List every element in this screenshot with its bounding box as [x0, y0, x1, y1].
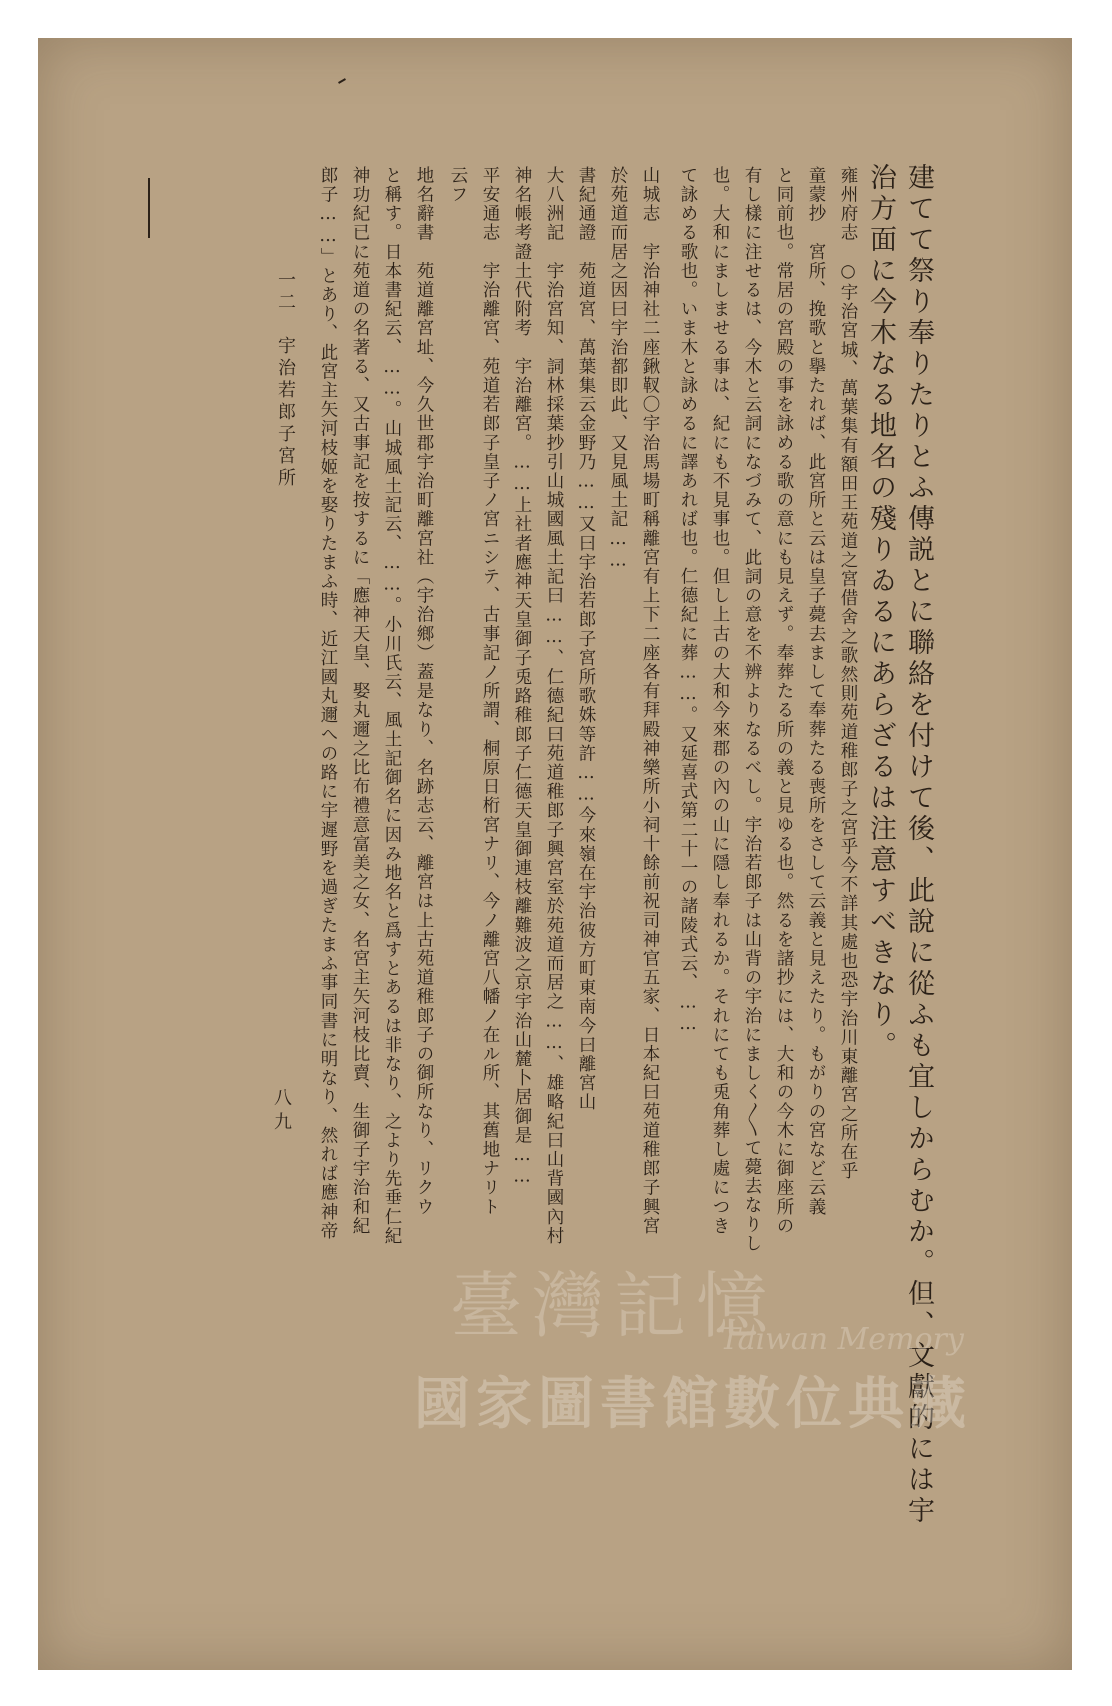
entry-line: と稱す。日本書紀云、……。山城風土記云、……。小川氏云、風土記御名に因み地名と爲すとあるは非なり、之より先垂仁紀: [382, 166, 402, 1246]
entry-line: 云フ: [448, 166, 468, 205]
document-page: [38, 38, 1072, 1670]
lead-line-2: 治方面に今木なる地名の殘りゐるにあらざるは注意すべきなり。: [865, 163, 896, 1062]
watermark-english: Taiwan Memory: [720, 1322, 964, 1357]
entry-line: と同前也。常居の宮殿の事を詠める歌の意にも見えず。奉葬たる所の義と見ゆる也。然るを諸抄には、大和の今木に御座所の: [774, 166, 794, 1236]
entry-line: 書紀通證 苑道宮、萬葉集云金野乃……又曰宇治若郎子宮所歌姝等許……今來嶺在宇治彼方町東南今曰離宮山: [576, 166, 596, 1112]
entry-line: 神功紀已に苑道の名著る、又古事記を按するに「應神天皇、娶丸邇之比布禮意富美之女、名宮主矢河枝比賣、生御子宇治和紀: [350, 166, 370, 1236]
entry-line: 童蒙抄 宮所、挽歌と擧たれば、此宮所と云は皇子薨去まして奉葬たる喪所をさして云義と見えたり。もがりの宮など云義: [806, 166, 826, 1217]
entry-line: て詠める歌也。いま木と詠めるに譯あれば也。仁德紀に葬……。又延喜式第二十一の諸陵式云、……: [678, 166, 698, 1036]
entry-line: 山城志 宇治神社二座鍬靫〇宇治馬場町稱離宮有上下二座各有拜殿神樂所小祠十餘前祝司神官五家、日本紀曰苑道稚郎子興宮: [640, 166, 660, 1236]
watermark-institution: 國家圖書館數位典藏: [414, 1372, 972, 1437]
entry-line: 雍州府志 ○宇治宮城、萬葉集有額田王苑道之宮借舍之歌然則苑道稚郎子之宮乎今不詳其處也恐宇治川東離宮之所在乎: [838, 166, 858, 1181]
lead-line-1: 建てて祭り奉りたりとふ傳説とに聯絡を付けて後、此說に從ふも宜しからむか。但、文獻的には宇: [903, 163, 934, 1527]
entry-line: 也。大和にましませる事は、紀にも不見事也。但し上古の大和今來郡の內の山に隱し奉れるか。それにても兎角葬し處につき: [710, 166, 730, 1236]
page-number: 八九: [271, 1088, 292, 1136]
entry-line: 平安通志 宇治離宮、苑道若郎子皇子ノ宮ニシテ、古事記ノ所謂、桐原日桁宮ナリ、今ノ離宮八幡ノ在ル所、其舊地ナリト: [480, 166, 500, 1217]
entry-line: 於苑道而居之因曰宇治都即此、又見風土記……: [608, 166, 628, 573]
entry-line: 郎子……」とあり、此宮主矢河枝姬を娶りたまふ時、近江國丸邇への路に宇遲野を過ぎたまふ事同書に明なり、然れば應神帝: [318, 166, 338, 1241]
entry-line: 有し樣に注せるは、今木と云詞になづみて、此詞の意を不辨よりなるべし。宇治若郎子は山背の宇治にましく〳〵て薨去なりし: [742, 166, 762, 1254]
section-title: 一二 宇治若郎子宮所: [275, 270, 296, 490]
entry-line: 大八洲記 宇治宮知、詞林採葉抄引山城國風土記曰……、仁德紀曰苑道稚郎子興宮室於苑道而居之……、雄略紀曰山背國內村: [544, 166, 564, 1246]
entry-line: 神名帳考證土代附考 宇治離宮。……上社者應神天皇御子兎路稚郎子仁德天皇御連枝離難波之京宇治山麓卜居御是……: [512, 166, 532, 1189]
margin-mark: [338, 78, 346, 84]
watermark-calligraphy: 臺灣記憶: [450, 1264, 779, 1348]
margin-mark: [148, 178, 150, 238]
entry-line: 地名辭書 苑道離宮址、今久世郡宇治町離宮社（宇治鄉）蓋是なり、名跡志云、離宮は上古苑道稚郎子の御所なり、リクウ: [414, 166, 434, 1217]
